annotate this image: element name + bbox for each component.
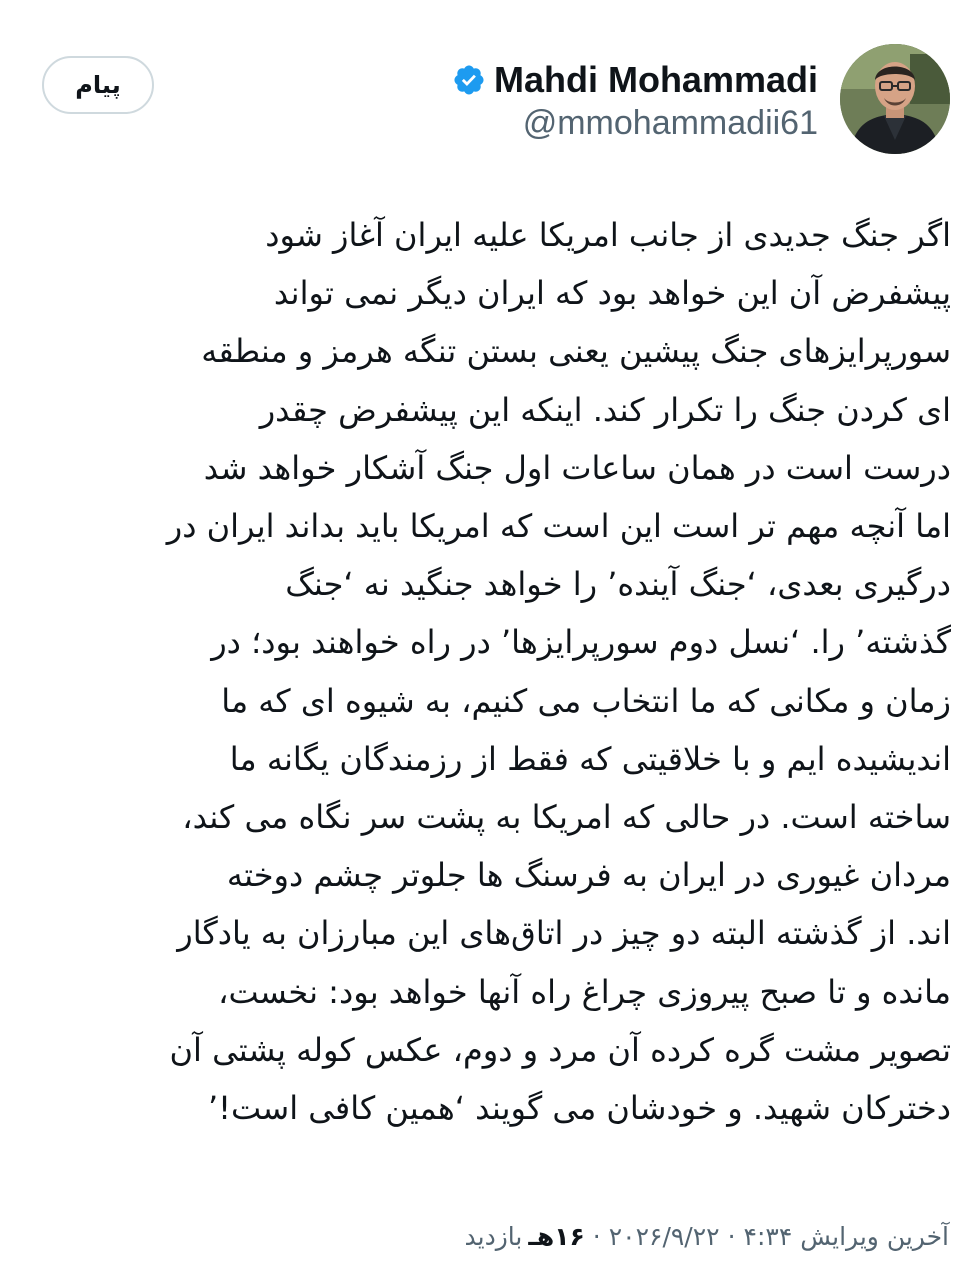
tweet-text (20, 206, 951, 1137)
tweet-header (0, 0, 973, 170)
tweet-line: مانده و تا صبح پیروزی چراغ راه آنها خواهد بود: نخست، (218, 972, 951, 1011)
tweet-line: پیشفرض آن این خواهد بود که ایران دیگر نمی تواند (273, 274, 951, 313)
edited-label[interactable]: آخرین ویرایش (800, 1221, 949, 1251)
views-count[interactable]: ۱۶هـ (528, 1221, 585, 1251)
tweet-line: تصویر مشت گره کرده آن مرد و دوم، عکس کوله پشتی آن (169, 1030, 951, 1069)
message-button[interactable] (42, 56, 154, 114)
separator-dot: · (592, 1221, 601, 1251)
tweet-line: ساخته است. در حالی که امریکا به پشت سر نگاه می کند، (182, 798, 951, 837)
user-handle[interactable]: @mmohammadii61 (522, 104, 818, 142)
tweet-line: گذشته’ را. ‘نسل دوم سورپرایزها’ در راه خواهند بود؛ در (211, 623, 951, 662)
tweet-line: اگر جنگ جدیدی از جانب امریکا علیه ایران آغاز شود (265, 216, 951, 254)
separator-dot: · (727, 1221, 736, 1251)
avatar[interactable] (840, 44, 950, 154)
display-name-row[interactable] (452, 56, 818, 104)
tweet-line: زمان و مکانی که ما انتخاب می کنیم، به شیوه ای که ما (221, 681, 951, 720)
tweet-line: اما آنچه مهم تر است این است که امریکا باید بداند ایران در (166, 507, 951, 546)
display-name[interactable]: Mahdi Mohammadi (493, 59, 818, 100)
tweet-line: درست است در همان ساعات اول جنگ آشکار خواهد شد (203, 448, 951, 487)
tweet-line: سورپرایزهای جنگ پیشین یعنی بستن تنگه هرمز و منطقه (201, 332, 951, 371)
tweet-line: دخترکان شهید. و خودشان می گویند ‘همین کافی است!’ (207, 1089, 951, 1128)
tweet-time[interactable]: ۴:۳۴ (743, 1221, 793, 1251)
views-label: بازدید (464, 1221, 523, 1251)
tweet-metadata (465, 1210, 950, 1262)
user-photo-icon (840, 44, 950, 154)
tweet-line: ای کردن جنگ را تکرار کند. اینکه این پیشفرض چقدر (259, 390, 951, 429)
tweet-line: درگیری بعدی، ‘جنگ آینده’ را خواهد جنگید نه ‘جنگ (285, 565, 951, 604)
verified-badge-icon (452, 63, 486, 97)
tweet-line: مردان غیوری در ایران به فرسنگ ها جلوتر چشم دوخته (226, 856, 951, 895)
tweet-line: اندیشیده ایم و با خلاقیتی که فقط از رزمندگان یگانه ما (229, 739, 951, 778)
tweet-line: اند. از گذشته البته دو چیز در اتاق‌های این مبارزان به یادگار (177, 914, 951, 953)
message-button-label: پیام (75, 71, 121, 99)
tweet-date[interactable]: ۲۰۲۶/۹/۲۲ (608, 1221, 720, 1251)
